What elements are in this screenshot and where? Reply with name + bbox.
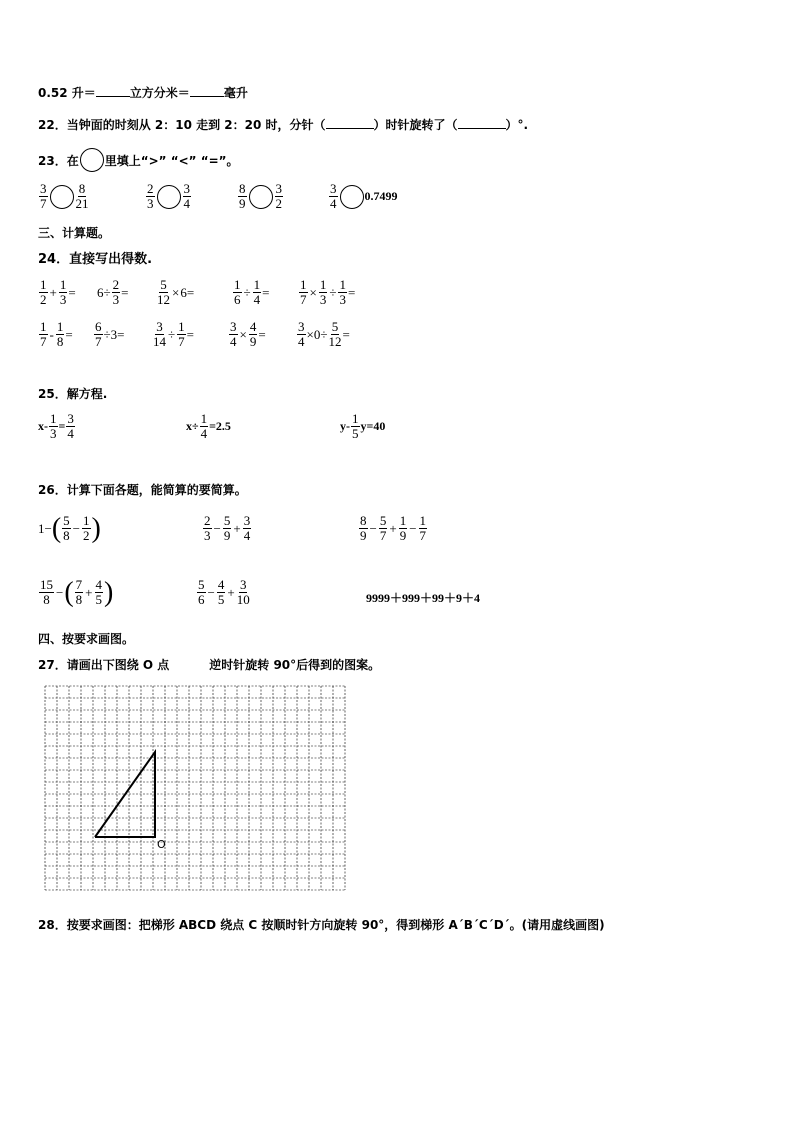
q24-expr: $\frac{1}{7}$ × $\frac{1}{3}$ ÷ $\frac{1}{3}$ = — [300, 277, 356, 307]
fraction: $\frac{8}{21}$ — [75, 181, 89, 211]
triangle-shape — [95, 752, 155, 837]
point-o-label: O — [157, 838, 166, 851]
fraction: $\frac{2}{3}$ — [147, 181, 154, 211]
q28-title: 28．按要求画图：把梯形 ABCD 绕点 C 按顺时针方向旋转 90°，得到梯形 A´B´C´D´。(请用虚线画图) — [38, 918, 605, 932]
q26-title: 26．计算下面各题，能简算的要简算。 — [38, 483, 247, 497]
section-4-heading: 四、按要求画图。 — [38, 632, 135, 646]
fraction: $\frac{8}{9}$ — [239, 181, 246, 211]
q25-eq3: y- $\frac{1}{5}$ y=40 — [340, 411, 386, 441]
q25-eq1: x- $\frac{1}{3}$ = $\frac{3}{4}$ — [38, 411, 74, 441]
q22-line: 22．当钟面的时刻从 2：10 走到 2：20 时，分针（ ）时针旋转了（ ）°. — [38, 118, 529, 132]
q26-expr: $\frac{8}{9}$ − $\frac{5}{7}$ + $\frac{1}{9}$ − $\frac{1}{7}$ — [360, 513, 427, 543]
q25-eq2: x÷ $\frac{1}{4}$ =2.5 — [186, 411, 231, 441]
q24-expr: $\frac{1}{6}$ ÷ $\frac{1}{4}$ = — [234, 277, 270, 307]
q24-expr: 6÷ $\frac{2}{3}$ = — [97, 277, 129, 307]
q24-expr: $\frac{1}{7}$ - $\frac{1}{8}$ = — [40, 319, 73, 349]
q26-expr: $\frac{15}{8}$ − ( $\frac{7}{8}$ + $\frac{4}{5}$ ) — [40, 576, 114, 608]
q23-item: $\frac{3}{4}$ 0.7499 — [330, 181, 398, 211]
q24-expr: $\frac{3}{14}$ ÷ $\frac{1}{7}$ = — [153, 319, 194, 349]
q24-expr: $\frac{6}{7}$ ÷3= — [95, 319, 125, 349]
section-3-heading: 三、计算题。 — [38, 226, 111, 240]
q24-expr: $\frac{5}{12}$ × 6 = — [157, 277, 195, 307]
q26-expr: $\frac{2}{3}$ − $\frac{5}{9}$ + $\frac{3}{4}$ — [204, 513, 251, 543]
q23-title: 23．在 里填上“>” “<” “=”。 — [38, 148, 239, 172]
fraction: $\frac{3}{7}$ — [40, 181, 47, 211]
fraction: $\frac{3}{2}$ — [275, 181, 282, 211]
q26-expr: 1− ( $\frac{5}{8}$ − $\frac{1}{2}$ ) — [38, 512, 101, 544]
q21-line: 0.52 升＝ 立方分米＝ 毫升 — [38, 86, 248, 100]
fraction: $\frac{3}{4}$ — [183, 181, 190, 211]
q26-last-expr: 9999＋999＋99＋9＋4 — [366, 591, 481, 605]
q26-expr: $\frac{5}{6}$ − $\frac{4}{5}$ + $\frac{3}{10}$ — [198, 577, 250, 607]
fraction: $\frac{3}{4}$ — [330, 181, 337, 211]
q25-title: 25．解方程. — [38, 387, 108, 401]
q24-expr: $\frac{3}{4}$ ×0÷ $\frac{5}{12}$ = — [298, 319, 350, 349]
q24-expr: $\frac{1}{2}$ + $\frac{1}{3}$ = — [40, 277, 76, 307]
q27-title: 27．请画出下图绕 O 点 逆时针旋转 90°后得到的图案。 — [38, 658, 381, 672]
q24-expr: $\frac{3}{4}$ × $\frac{4}{9}$ = — [230, 319, 266, 349]
q24-title: 24．直接写出得数. — [38, 252, 153, 267]
